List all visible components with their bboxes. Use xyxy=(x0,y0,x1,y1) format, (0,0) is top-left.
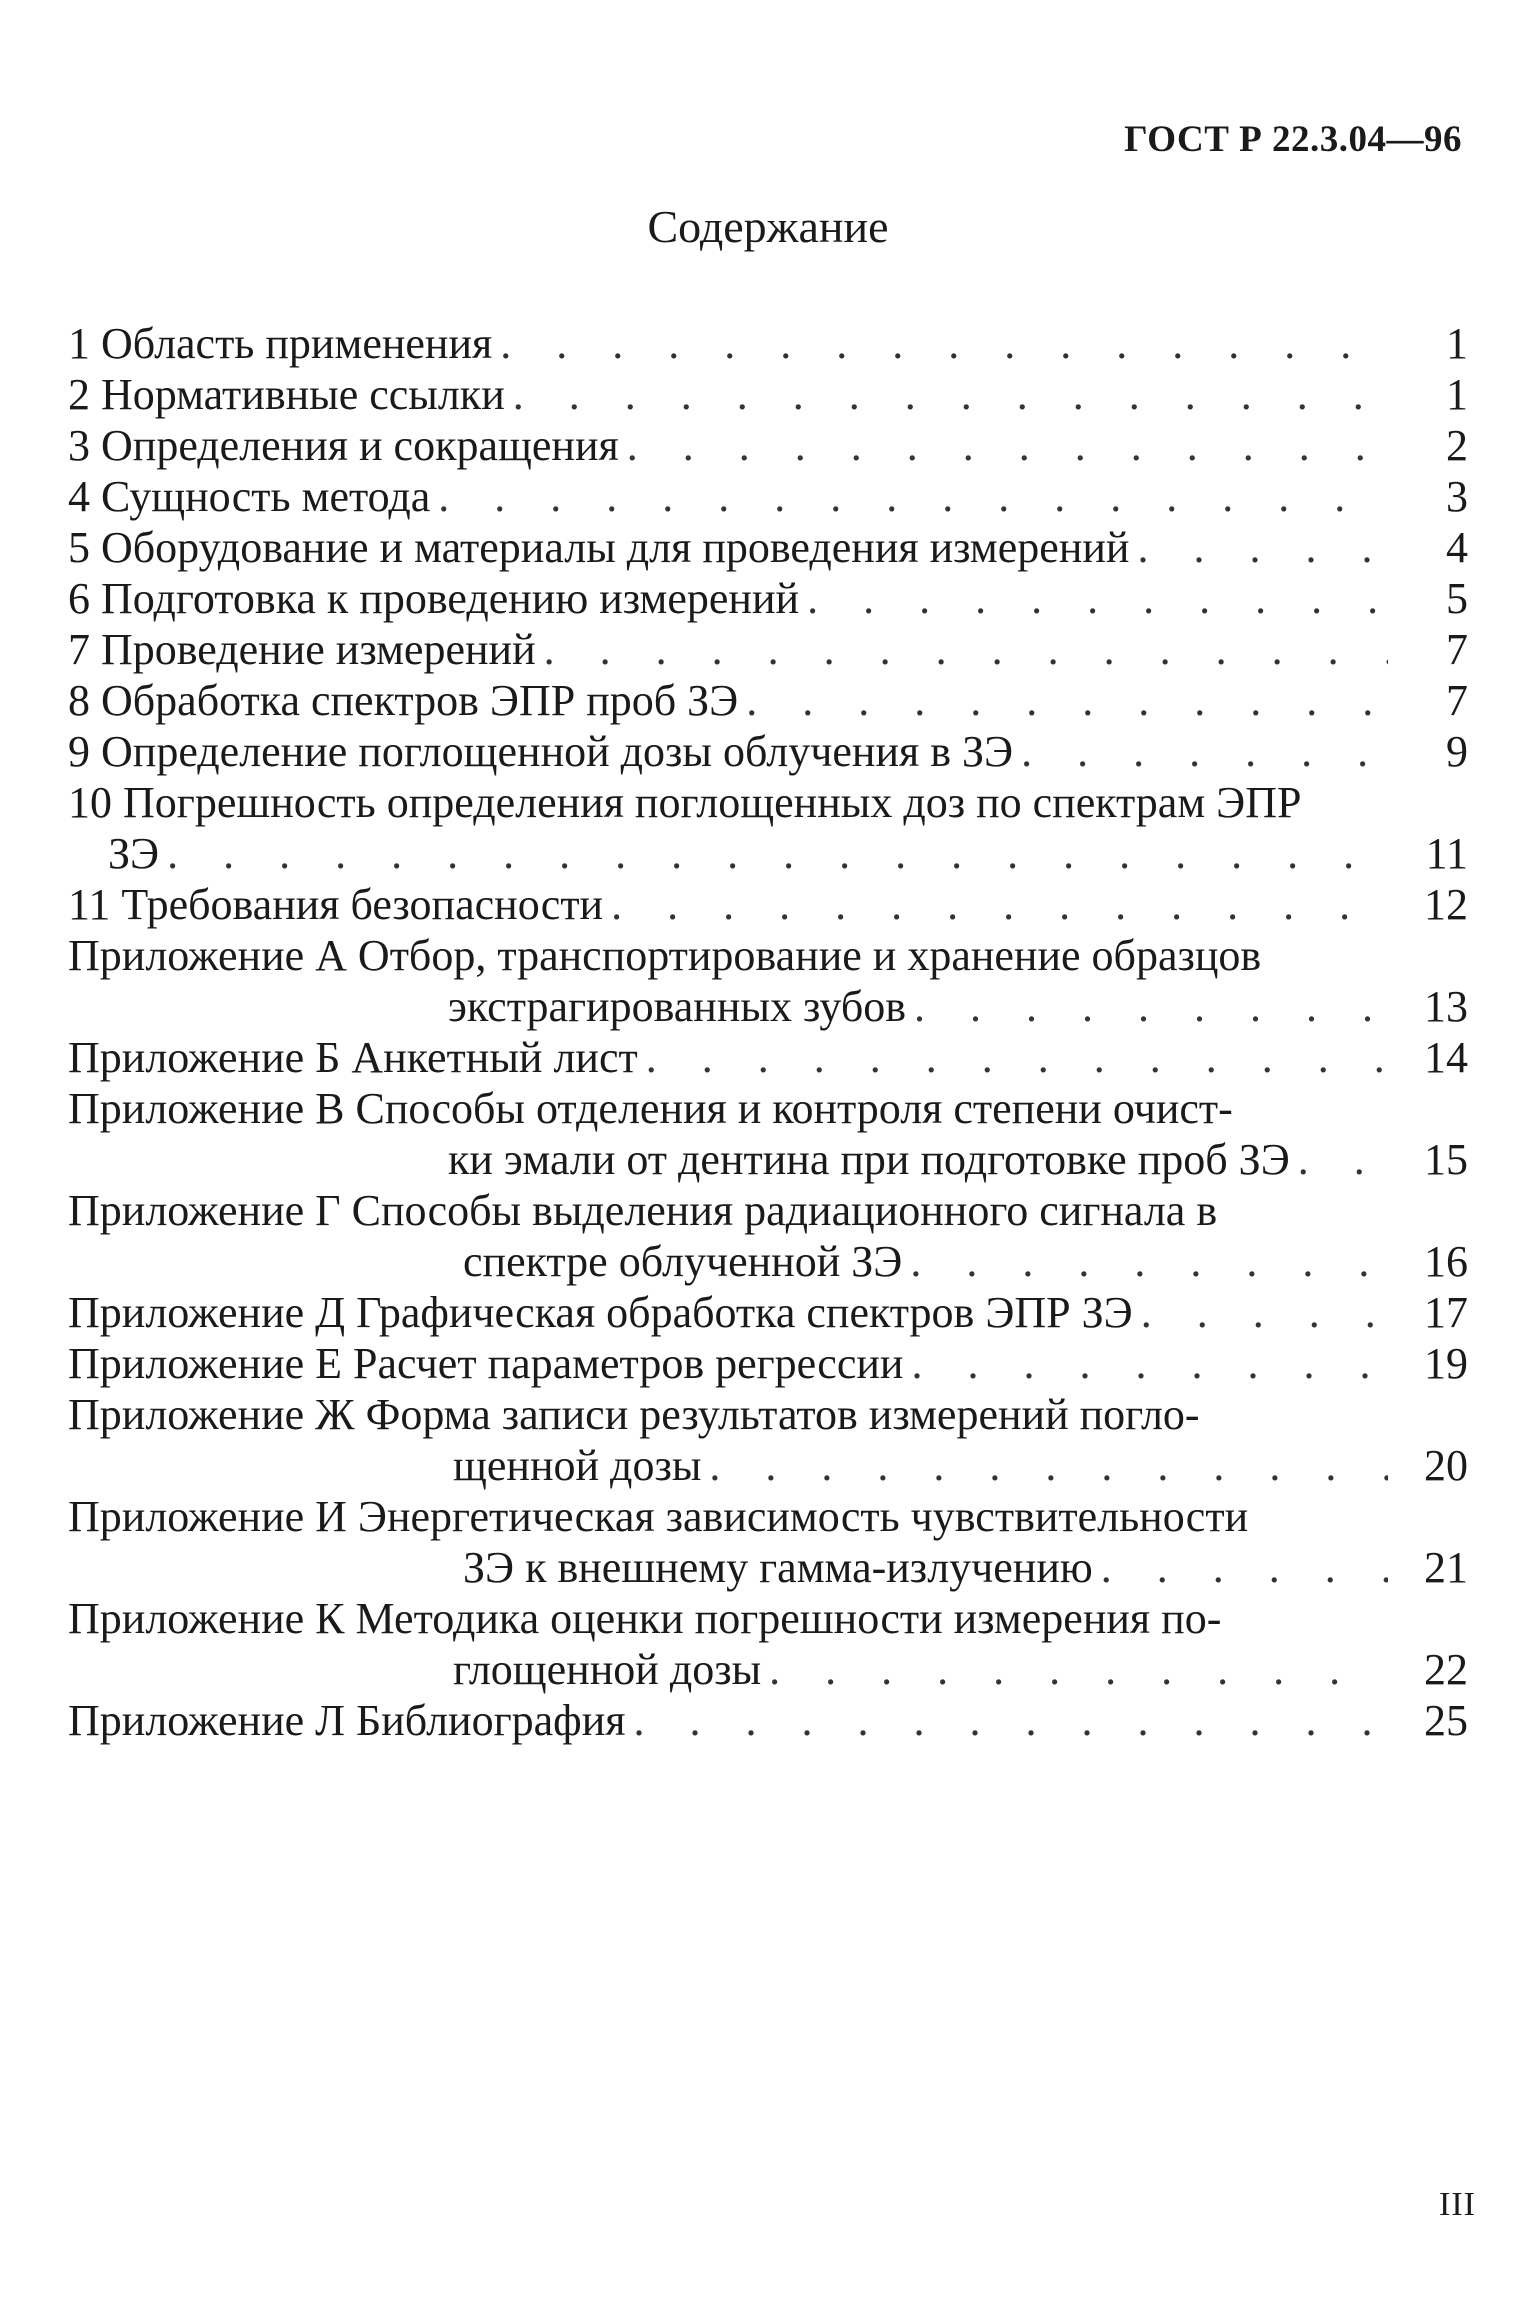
toc-entry-title: 2 Нормативные ссылки xyxy=(68,370,505,419)
dot-leader xyxy=(638,1032,1388,1083)
toc-entry[interactable] xyxy=(68,1287,1468,1338)
toc-line xyxy=(68,1287,1468,1338)
toc-line xyxy=(68,1083,1468,1134)
toc-entry[interactable] xyxy=(68,624,1468,675)
toc-entry[interactable] xyxy=(68,675,1468,726)
toc-entry[interactable] xyxy=(68,573,1468,624)
dot-leader xyxy=(625,1695,1388,1746)
toc-line xyxy=(68,1134,1468,1185)
toc-line xyxy=(68,1185,1468,1236)
toc-entry[interactable] xyxy=(68,522,1468,573)
toc-line xyxy=(68,522,1468,573)
toc-line xyxy=(68,1491,1468,1542)
toc-entry[interactable] xyxy=(68,1083,1468,1185)
toc-entry-title: Приложение Б Анкетный лист xyxy=(68,1033,638,1082)
toc-entry[interactable] xyxy=(68,1032,1468,1083)
toc-entry-title: ЗЭ xyxy=(108,829,160,878)
toc-line xyxy=(68,624,1468,675)
dot-leader xyxy=(761,1644,1388,1695)
toc-page-number: 13 xyxy=(1424,982,1468,1031)
toc-entry-title: ки эмали от дентина при подготовке проб ЗЭ xyxy=(448,1135,1290,1184)
page-title: Содержание xyxy=(647,201,889,252)
toc-entry-title: 5 Оборудование и материалы для проведения измерений xyxy=(68,523,1130,572)
dot-leader xyxy=(492,318,1388,369)
document-code: ГОСТ Р 22.3.04—96 xyxy=(1124,119,1462,160)
toc-line xyxy=(68,981,1468,1032)
toc-entry[interactable] xyxy=(68,726,1468,777)
dot-leader xyxy=(159,828,1388,879)
toc-entry[interactable] xyxy=(68,318,1468,369)
toc-entry[interactable] xyxy=(68,879,1468,930)
toc-entry-title: глощенной дозы xyxy=(453,1645,762,1694)
dot-leader xyxy=(799,573,1388,624)
toc-entry[interactable] xyxy=(68,420,1468,471)
toc-entry-title: Приложение Ж Форма записи результатов измерений погло- xyxy=(68,1390,1200,1439)
toc-entry[interactable] xyxy=(68,1593,1468,1695)
toc-entry-title: щенной дозы xyxy=(453,1441,702,1490)
toc-entry-title: Приложение Л Библиография xyxy=(68,1696,626,1745)
toc-entry[interactable] xyxy=(68,777,1468,879)
toc-entry-title: Приложение Г Способы выделения радиационного сигнала в xyxy=(68,1186,1218,1235)
toc-page-number: 7 xyxy=(1446,676,1468,725)
dot-leader xyxy=(536,624,1388,675)
toc-line xyxy=(68,1032,1468,1083)
toc-line xyxy=(68,369,1468,420)
toc-page-number: 3 xyxy=(1446,472,1468,521)
toc-page-number: 15 xyxy=(1424,1135,1468,1184)
toc-page-number: 5 xyxy=(1446,574,1468,623)
dot-leader xyxy=(1290,1134,1388,1185)
dot-leader xyxy=(906,981,1388,1032)
toc-entry-title: 11 Требования безопасности xyxy=(68,880,604,929)
dot-leader xyxy=(738,675,1388,726)
toc-page-number: 7 xyxy=(1446,625,1468,674)
toc-entry[interactable] xyxy=(68,369,1468,420)
toc-line xyxy=(68,318,1468,369)
toc-entry[interactable] xyxy=(68,471,1468,522)
toc-entry-title: Приложение Д Графическая обработка спектров ЭПР ЗЭ xyxy=(68,1288,1133,1337)
toc-line xyxy=(68,471,1468,522)
toc-page-number: 9 xyxy=(1446,727,1468,776)
dot-leader xyxy=(1013,726,1388,777)
dot-leader xyxy=(603,879,1388,930)
toc-line xyxy=(68,1236,1468,1287)
toc-line xyxy=(68,1440,1468,1491)
toc-line xyxy=(68,1593,1468,1644)
toc-entry-title: 6 Подготовка к проведению измерений xyxy=(68,574,800,623)
toc-page-number: 14 xyxy=(1424,1033,1468,1082)
toc-entry-title: 4 Сущность метода xyxy=(68,472,431,521)
toc-entry[interactable] xyxy=(68,930,1468,1032)
toc-line xyxy=(68,1695,1468,1746)
toc-entry-title: 9 Определение поглощенной дозы облучения в ЗЭ xyxy=(68,727,1014,776)
toc-entry[interactable] xyxy=(68,1695,1468,1746)
toc-entry-title: 7 Проведение измерений xyxy=(68,625,536,674)
toc-entry-title: Приложение Е Расчет параметров регрессии xyxy=(68,1339,904,1388)
toc-line xyxy=(68,1542,1468,1593)
toc-entry-title: 8 Обработка спектров ЭПР проб ЗЭ xyxy=(68,676,739,725)
toc-entry[interactable] xyxy=(68,1338,1468,1389)
toc-line xyxy=(68,777,1468,828)
toc-entry-title: 10 Погрешность определения поглощенных доз по спектрам ЭПР xyxy=(68,778,1302,827)
toc-line xyxy=(68,879,1468,930)
toc-line xyxy=(68,930,1468,981)
toc-page-number: 4 xyxy=(1446,523,1468,572)
toc-line xyxy=(68,828,1468,879)
toc-entry-title: Приложение В Способы отделения и контроля степени очист- xyxy=(68,1084,1233,1133)
toc-entry[interactable] xyxy=(68,1491,1468,1593)
toc-entry-title: экстрагированных зубов xyxy=(448,982,907,1031)
page-number: III xyxy=(1439,2186,1476,2223)
dot-leader xyxy=(1133,1287,1388,1338)
toc-line xyxy=(68,1644,1468,1695)
toc-page-number: 17 xyxy=(1424,1288,1468,1337)
toc-entry-title: Приложение И Энергетическая зависимость чувствительности xyxy=(68,1492,1249,1541)
toc-line xyxy=(68,726,1468,777)
toc-entry-title: 3 Определения и сокращения xyxy=(68,421,619,470)
toc-line xyxy=(68,420,1468,471)
dot-leader xyxy=(1093,1542,1388,1593)
toc-page-number: 25 xyxy=(1424,1696,1468,1745)
dot-leader xyxy=(505,369,1388,420)
toc-line xyxy=(68,573,1468,624)
toc-page-number: 11 xyxy=(1425,829,1468,878)
toc-entry[interactable] xyxy=(68,1185,1468,1287)
toc-line xyxy=(68,675,1468,726)
toc-entry-title: 1 Область применения xyxy=(68,319,493,368)
toc-page-number: 20 xyxy=(1424,1441,1468,1490)
toc-entry-title: спектре облученной ЗЭ xyxy=(463,1237,903,1286)
toc-page-number: 2 xyxy=(1446,421,1468,470)
toc-line xyxy=(68,1389,1468,1440)
dot-leader xyxy=(430,471,1388,522)
toc-entry-title: Приложение А Отбор, транспортирование и хранение образцов xyxy=(68,931,1262,980)
toc-entry[interactable] xyxy=(68,1389,1468,1491)
toc-page-number: 12 xyxy=(1424,880,1468,929)
toc-entry-title: ЗЭ к внешнему гамма-излучению xyxy=(463,1543,1093,1592)
dot-leader xyxy=(1129,522,1388,573)
toc-page-number: 21 xyxy=(1424,1543,1468,1592)
toc-line xyxy=(68,1338,1468,1389)
dot-leader xyxy=(902,1236,1388,1287)
toc-page-number: 1 xyxy=(1446,319,1468,368)
toc-page-number: 1 xyxy=(1446,370,1468,419)
dot-leader xyxy=(903,1338,1388,1389)
toc-entry-title: Приложение К Методика оценки погрешности измерения по- xyxy=(68,1594,1222,1643)
dot-leader xyxy=(701,1440,1388,1491)
toc-page-number: 16 xyxy=(1424,1237,1468,1286)
dot-leader xyxy=(619,420,1388,471)
toc-page-number: 19 xyxy=(1424,1339,1468,1388)
table-of-contents xyxy=(68,318,1468,1746)
toc-page-number: 22 xyxy=(1424,1645,1468,1694)
